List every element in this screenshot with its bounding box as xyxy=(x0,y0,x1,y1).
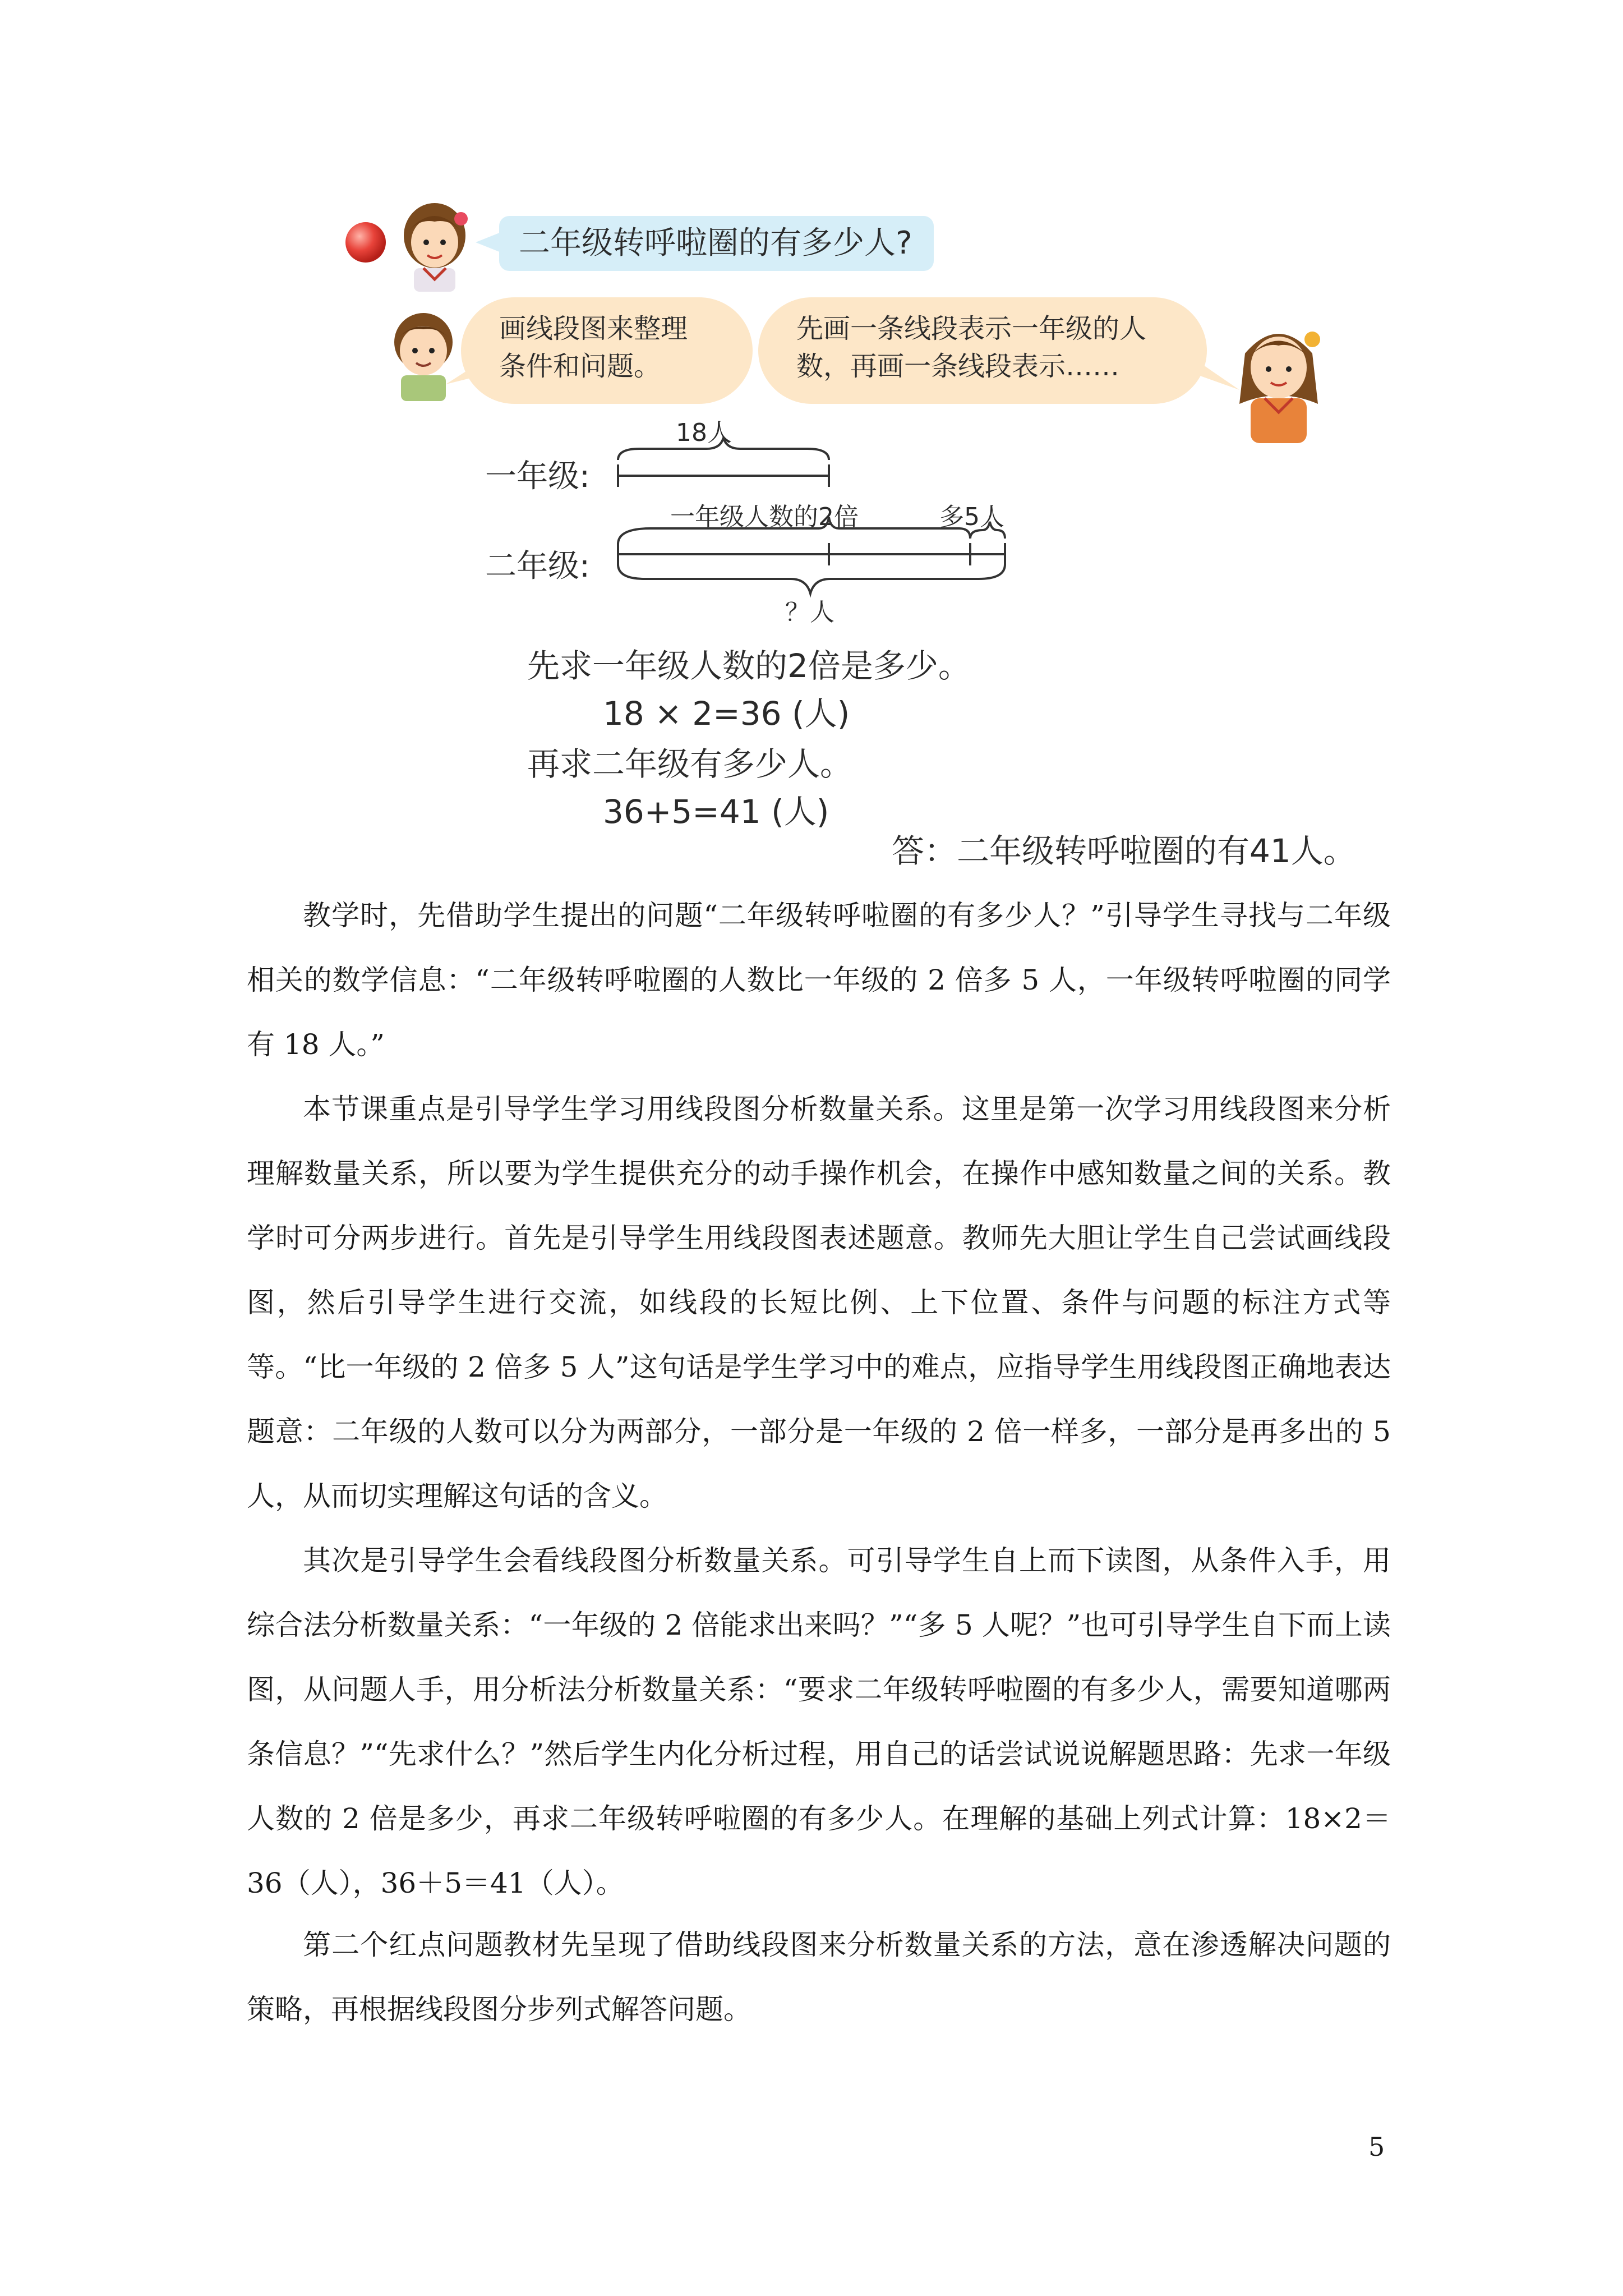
total-brace xyxy=(618,564,1005,593)
girl-bubble-line-1: 先画一条线段表示一年级的人 xyxy=(796,313,1147,344)
step-2-equation: 18 × 2=36 (人) xyxy=(603,694,850,733)
question-banner-tail xyxy=(476,231,504,254)
girl-bubble-line-2: 数，再画一条线段表示…… xyxy=(796,351,1120,382)
girl-avatar-right-icon xyxy=(1228,314,1329,443)
double-label: 一年级人数的2倍 xyxy=(670,503,859,531)
extra-label: 多5人 xyxy=(939,503,1004,531)
girl-avatar-icon xyxy=(393,196,477,292)
step-1-text: 先求一年级人数的2倍是多少。 xyxy=(527,647,971,685)
grade1-label: 一年级: xyxy=(485,458,590,495)
question-text: 二年级转呼啦圈的有多少人? xyxy=(519,225,912,261)
boy-bubble-tail xyxy=(446,359,485,387)
grade1-value-label: 18人 xyxy=(676,418,732,447)
unknown-label: ？人 xyxy=(785,598,834,627)
page-number: 5 xyxy=(1368,2132,1385,2162)
line-segment-diagram xyxy=(606,432,1009,600)
paragraph-4: 第二个红点问题教材先呈现了借助线段图来分析数量关系的方法，意在渗透解决问题的策略，再根据线段图分步列式解答问题。 xyxy=(247,1929,1391,2026)
answer-text: 答：二年级转呼啦圈的有41人。 xyxy=(892,832,1356,870)
double-brace xyxy=(618,517,970,544)
boy-bubble-line-1: 画线段图来整理 xyxy=(499,313,688,344)
grade1-brace xyxy=(618,438,829,460)
boy-bubble-line-2: 条件和问题。 xyxy=(499,351,661,382)
red-dot-icon xyxy=(343,220,388,265)
step-3-text: 再求二年级有多少人。 xyxy=(527,745,853,783)
step-4-equation: 36+5=41 (人) xyxy=(603,793,829,831)
grade2-label: 二年级: xyxy=(485,548,590,585)
extra-brace xyxy=(970,522,1005,539)
paragraph-2: 本节课重点是引导学生学习用线段图分析数量关系。这里是第一次学习用线段图来分析理解数量关系，所以要为学生提供充分的动手操作机会，在操作中感知数量之间的关系。教学时可分两步进行。首先是引导学生用线段图表述题意。教师先大胆让学生自己尝试画线段图，然后引导学生进行交流，如线段的长短比例、上下位置、条件与问题的标注方式等等。“比一年级的 2 倍多 5 人”这句话是学生学习中的难点，应指导学生用线段图正确地表达题意：二年级的人数可以分为两部分，一部分是一年级的 2 倍一样多，一部分是再多出的 5 人，从而切实理解这句话的含义。 xyxy=(247,1093,1391,1512)
paragraph-1: 教学时，先借助学生提出的问题“二年级转呼啦圈的有多少人？”引导学生寻找与二年级相关的数学信息：“二年级转呼啦圈的人数比一年级的 2 倍多 5 人，一年级转呼啦圈的同学有 18 人。” xyxy=(247,899,1391,1061)
paragraph-3: 其次是引导学生会看线段图分析数量关系。可引导学生自上而下读图，从条件入手，用综合法分析数量关系：“一年级的 2 倍能求出来吗？”“多 5 人呢？”也可引导学生自下而上读图，从问题人手，用分析法分析数量关系：“要求二年级转呼啦圈的有多少人，需要知道哪两条信息？”“先求什么？”然后学生内化分析过程，用自己的话尝试说说解题思路：先求一年级人数的 2 倍是多少，再求二年级转呼啦圈的有多少人。在理解的基础上列式计算：18×2＝36（人），36＋5＝41（人）。 xyxy=(247,1544,1391,1899)
